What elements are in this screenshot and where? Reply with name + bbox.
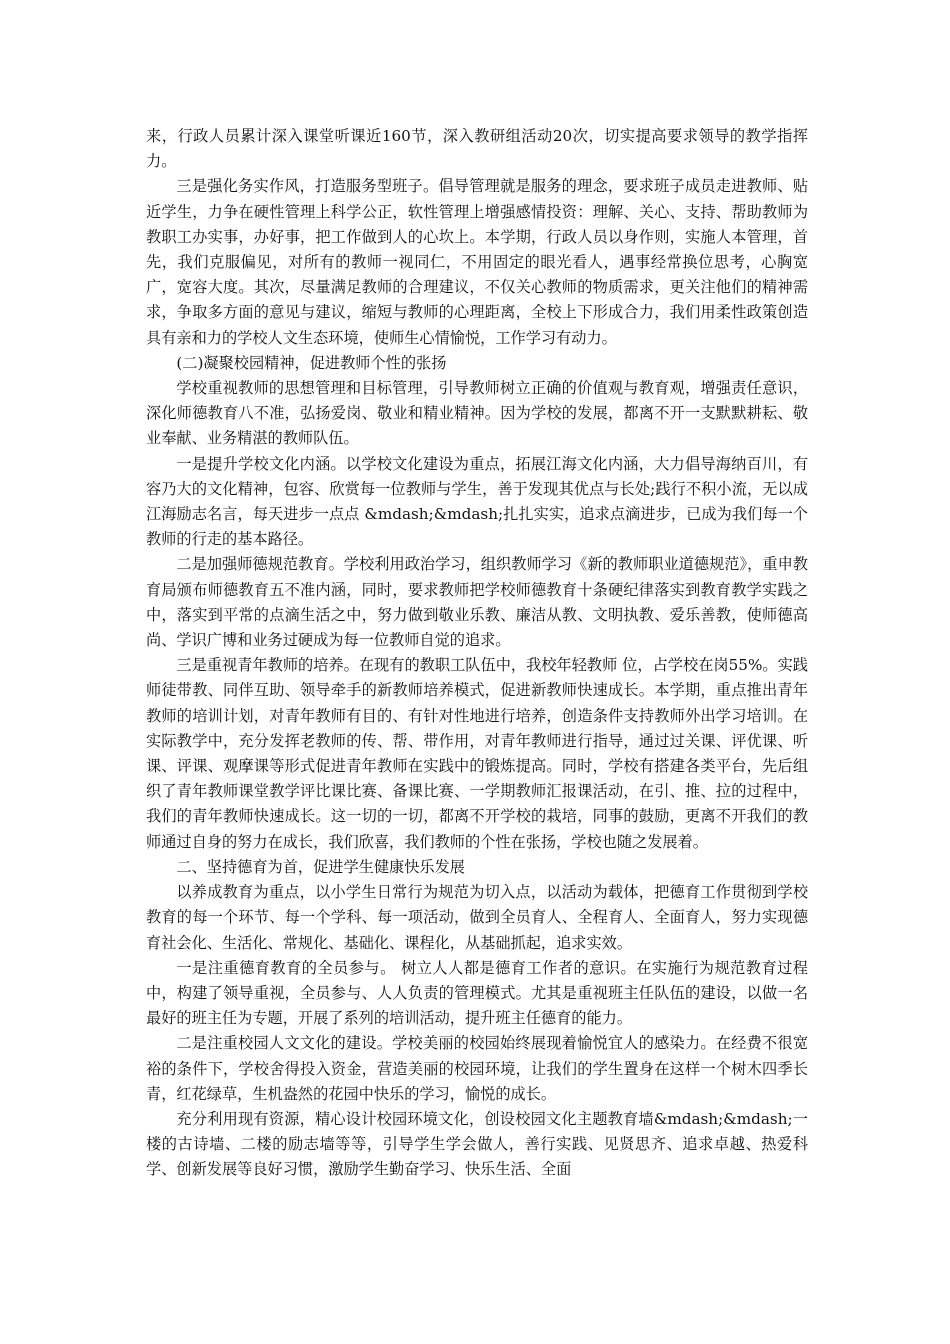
- section-heading-moral-education: 二、坚持德育为首，促进学生健康快乐发展: [176, 857, 465, 876]
- paragraph-teacher-ethics: 二是加强师德规范教育。学校利用政治学习，组织教师学习《新的教师职业道德规范》，重申教育局颁布师德教育五不准内涵，同时，要求教师把学校师德教育十条硬纪律落实到教育教学实践之中，落实到平常的点滴生活之中，努力做到敬业乐教、廉洁从教、文明执教、爱乐善教，使师德高尚、学识广博和业务过硬成为每一位教师自觉的追求。: [146, 555, 808, 650]
- paragraph-habit-education: 以养成教育为重点，以小学生日常行为规范为切入点，以活动为载体，把德育工作贯彻到学校教育的每一个环节、每一个学科、每一项活动，做到全员育人、全程育人、全面育人，努力实现德育社会化、生活化、常规化、基础化、课程化，从基础抓起，追求实效。: [146, 883, 808, 952]
- paragraph-school-culture: 一是提升学校文化内涵。以学校文化建设为重点，拓展江海文化内涵，大力倡导海纳百川，有容乃大的文化精神，包容、欣赏每一位教师与学生，善于发现其优点与长处;践行不积小流，无以成江海励志名言，每天进步一点点 &mdash;&mdash;扎扎实实，追求点滴进步，已成为我们每一个教师的行走的基本路径。: [146, 454, 808, 549]
- paragraph-service-team: 三是强化务实作风，打造服务型班子。倡导管理就是服务的理念，要求班子成员走进教师、贴近学生，力争在硬性管理上科学公正，软性管理上增强感情投资：理解、关心、支持、帮助教师为教职工办实事，办好事，把工作做到人的心坎上。本学期，行政人员以身作则，实施人本管理，首先，我们克服偏见，对所有的教师一视同仁，不用固定的眼光看人，遇事经常换位思考，心胸宽广，宽容大度。其次，尽量满足教师的合理建议，不仅关心教师的物质需求，更关注他们的精神需求，争取多方面的意见与建议，缩短与教师的心理距离，全校上下形成合力，我们用柔性政策创造具有亲和力的学校人文生态环境，使师生心情愉悦，工作学习有动力。: [146, 177, 808, 347]
- paragraph-environment-design: 充分利用现有资源，精心设计校园环境文化，创设校园文化主题教育墙&mdash;&mdash;一楼的古诗墙、二楼的励志墙等等，引导学生学会做人，善行实践、见贤思齐、追求卓越、热爱科学、创新发展等良好习惯，激励学生勤奋学习、快乐生活、全面: [146, 1109, 808, 1179]
- section-heading-campus-spirit: (二)凝聚校园精神，促进教师个性的张扬: [176, 353, 447, 372]
- document-page: [146, 124, 808, 1183]
- paragraph-teacher-management: 学校重视教师的思想管理和目标管理，引导教师树立正确的价值观与教育观，增强责任意识，深化师德教育八不准，弘扬爱岗、敬业和精业精神。因为学校的发展，都离不开一支默默耕耘、敬业奉献、业务精湛的教师队伍。: [146, 379, 808, 448]
- paragraph-continuation: 来，行政人员累计深入课堂听课近160节，深入教研组活动20次，切实提高要求领导的教学指挥力。: [146, 127, 808, 171]
- paragraph-young-teachers: 三是重视青年教师的培养。在现有的教职工队伍中，我校年轻教师 位，占学校在岗55%。实践师徒带教、同伴互助、领导牵手的新教师培养模式，促进新教师快速成长。本学期，重点推出青年教师的培训计划，对青年教师有目的、有针对性地进行培养，创造条件支持教师外出学习培训。在实际教学中，充分发挥老教师的传、帮、带作用，对青年教师进行指导，通过过关课、评优课、听课、评课、观摩课等形式促进青年教师在实践中的锻炼提高。同时，学校有搭建各类平台，先后组织了青年教师课堂教学评比课比赛、备课比赛、一学期教师汇报课活动，在引、推、拉的过程中，我们的青年教师快速成长。这一切的一切，都离不开学校的栽培，同事的鼓励，更离不开我们的教师通过自身的努力在成长，我们欣喜，我们教师的个性在张扬，学校也随之发展着。: [146, 656, 808, 851]
- paragraph-campus-culture: 二是注重校园人文文化的建设。学校美丽的校园始终展现着愉悦宜人的感染力。在经费不很宽裕的条件下，学校舍得投入资金，营造美丽的校园环境，让我们的学生置身在这样一个树木四季长青，红花绿草，生机盎然的花园中快乐的学习，愉悦的成长。: [146, 1034, 808, 1103]
- paragraph-full-participation: 一是注重德育教育的全员参与。 树立人人都是德育工作者的意识。在实施行为规范教育过程中，构建了领导重视，全员参与、人人负责的管理模式。尤其是重视班主任队伍的建设，以做一名最好的班主任为专题，开展了系列的培训活动，提升班主任德育的能力。: [146, 958, 808, 1028]
